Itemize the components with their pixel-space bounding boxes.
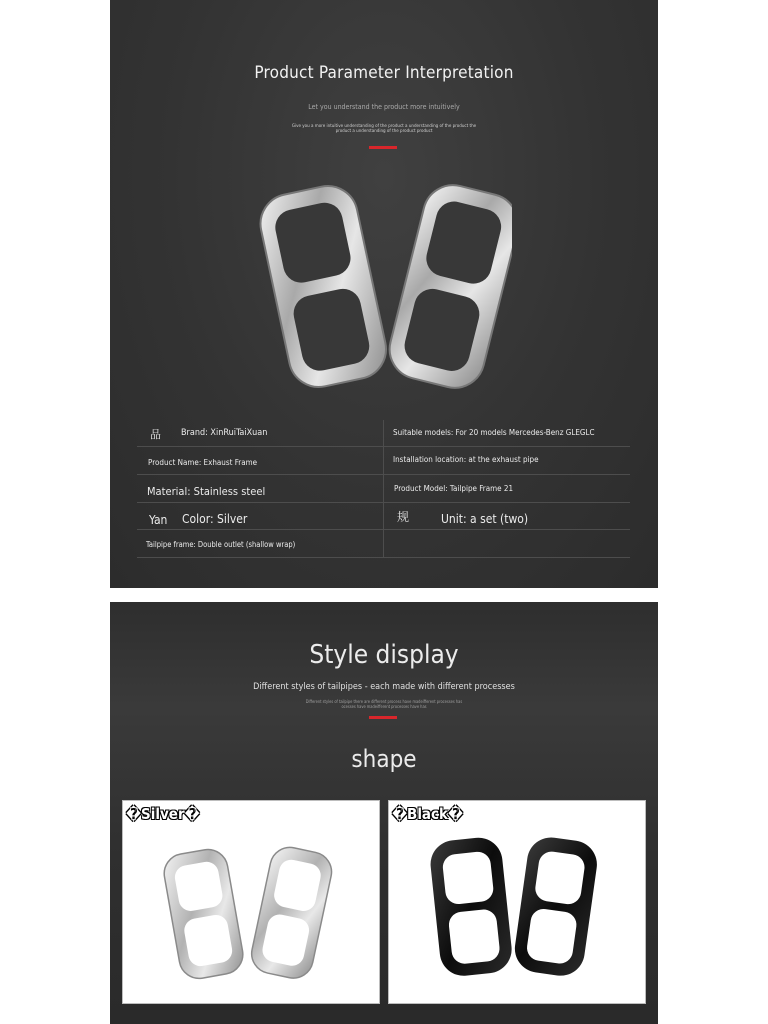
table-divider [137, 529, 630, 530]
param-material: Material: Stainless steel [147, 485, 266, 498]
section-title: Style display [309, 640, 459, 670]
variant-card-black[interactable] [388, 800, 646, 1004]
table-divider [137, 557, 630, 558]
param-tailpipe-frame: Tailpipe frame: Double outlet (shallow wrap) [146, 540, 296, 549]
param-installation-location: Installation location: at the exhaust pipe [393, 455, 539, 464]
param-product-model: Product Model: Tailpipe Frame 21 [394, 484, 514, 493]
shape-heading: shape [351, 745, 417, 773]
variant-label: �Silver� [126, 805, 200, 823]
section-description: Different styles of tailpipe there are different process have madeifferent processes has ocesses have madeifferent processes have has [305, 699, 463, 709]
section-description: Give you a more intuitive understanding of the product a understanding of the product the product a understanding of the product product [291, 124, 477, 134]
table-divider [137, 474, 630, 475]
silver-tailpipe-frames-image [256, 176, 512, 398]
table-divider-vertical [383, 420, 384, 558]
param-color: Color: Silver [182, 512, 248, 526]
accent-divider [369, 146, 397, 149]
table-divider [137, 446, 630, 447]
param-brand: Brand: XinRuiTaiXuan [181, 428, 268, 438]
variant-card-silver[interactable] [122, 800, 380, 1004]
silver-tailpipe-frames-image [163, 841, 333, 981]
param-suitable-models: Suitable models: For 20 models Mercedes-Benz GLEGLC [393, 428, 595, 437]
variant-label: �Black� [392, 805, 464, 823]
brand-icon: 品 [150, 428, 161, 441]
black-tailpipe-frames-image [429, 831, 599, 981]
section-subtitle: Let you understand the product more intuitively [308, 103, 460, 111]
style-display-panel [110, 602, 658, 1024]
param-product-name: Product Name: Exhaust Frame [148, 458, 258, 467]
section-subtitle: Different styles of tailpipes - each made with different processes [253, 682, 515, 692]
product-parameter-panel [110, 0, 658, 588]
color-icon: Yan [149, 513, 168, 527]
accent-divider [369, 716, 397, 719]
param-unit: Unit: a set (two) [441, 512, 529, 526]
section-title: Product Parameter Interpretation [254, 63, 514, 83]
unit-icon: 规 [397, 510, 410, 524]
table-divider [137, 502, 630, 503]
